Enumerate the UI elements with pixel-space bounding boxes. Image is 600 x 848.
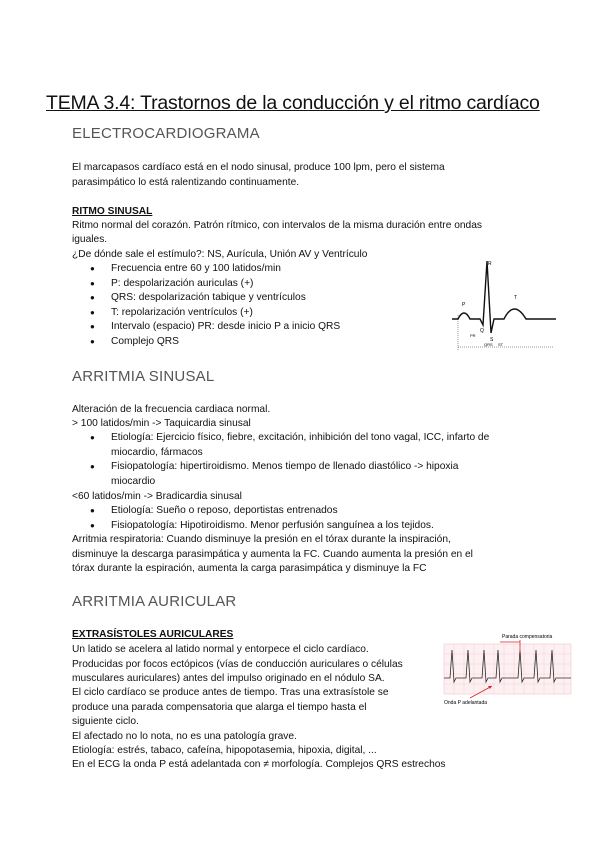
list-item: ● Fisiopatología: Hipotiroidismo. Menor perfusión sanguínea a los tejidos. xyxy=(90,519,434,534)
list-item: ● T: repolarización ventrículos (+) xyxy=(90,306,340,321)
list-item-continuation xyxy=(90,446,489,461)
bradicardia-bullet-list xyxy=(90,504,434,533)
ecg-strip-extrasistole-figure xyxy=(440,632,575,706)
section-heading-arritmia-auricular: ARRITMIA AURICULAR xyxy=(72,593,237,610)
taquicardia-bullet-list xyxy=(90,431,489,489)
list-item: ● Complejo QRS xyxy=(90,335,340,350)
auricular-line-6: siguiente ciclo. xyxy=(72,716,139,727)
list-item: ● Etiología: Ejercicio físico, fiebre, excitación, inhibición del tono vagal, ICC, infarto de xyxy=(90,431,489,446)
ecg-label-p: P xyxy=(462,302,466,308)
ecg-label-qrs: QRS xyxy=(484,342,493,347)
section-heading-arritmia-sinusal: ARRITMIA SINUSAL xyxy=(72,368,215,385)
subheading-ritmo-sinusal: RITMO SINUSAL xyxy=(72,206,153,217)
electro-intro-line-1: El marcapasos cardíaco está en el nodo sinusal, produce 100 lpm, pero el sistema xyxy=(72,162,445,173)
ecg-label-pr: PR xyxy=(470,333,476,338)
ecg-label-s: S xyxy=(490,337,494,343)
page-title: TEMA 3.4: Trastornos de la conducción y el ritmo cardíaco xyxy=(46,92,540,114)
respiratoria-line-2: disminuye la descarga parasimpática y aumenta la FC. Cuando aumenta la presión en el xyxy=(72,549,473,560)
ecg-label-q: Q xyxy=(480,328,484,334)
section-heading-electrocardiograma: ELECTROCARDIOGRAMA xyxy=(72,125,260,142)
auricular-line-4: El ciclo cardíaco se produce antes de tiempo. Tras una extrasístole se xyxy=(72,687,389,698)
sinusal-line-3: <60 latidos/min -> Bradicardia sinusal xyxy=(72,491,242,502)
auricular-line-1: Un latido se acelera al latido normal y entorpece el ciclo cardíaco. xyxy=(72,644,369,655)
list-item: ● Fisiopatología: hipertiroidismo. Menos tiempo de llenado diastólico -> hipoxia xyxy=(90,460,489,475)
sinusal-line-2: > 100 latidos/min -> Taquicardia sinusal xyxy=(72,418,251,429)
electro-intro-line-2: parasimpático lo está ralentizando continuamente. xyxy=(72,177,300,188)
list-item: ● P: despolarización auriculas (+) xyxy=(90,277,340,292)
ecg-label-r: R xyxy=(488,261,492,267)
list-item-continuation xyxy=(90,475,489,490)
sinusal-line-1: Alteración de la frecuencia cardiaca normal. xyxy=(72,404,271,415)
auricular-line-2: Producidas por focos ectópicos (vías de conducción auriculares o células xyxy=(72,659,403,670)
auricular-line-8: Etiología: estrés, tabaco, cafeína, hipopotasemia, hipoxia, digital, ... xyxy=(72,745,377,756)
respiratoria-line-1: Arritmia respiratoria: Cuando disminuye la presión en el tórax durante la inspiración, xyxy=(72,534,451,545)
list-item-text: miocardio xyxy=(111,475,156,487)
list-item: ● Frecuencia entre 60 y 100 latidos/min xyxy=(90,262,340,277)
ecg-waveform-diagram xyxy=(450,255,560,355)
list-item-text: miocardio, fármacos xyxy=(111,446,203,458)
ritmo-line-2: iguales. xyxy=(72,234,108,245)
auricular-line-7: El afectado no lo nota, no es una patología grave. xyxy=(72,731,297,742)
auricular-line-3: musculares auriculares) antes del impulso originado en el nódulo SA. xyxy=(72,673,385,684)
strip-label-parada: Parada compensatoria xyxy=(502,634,553,640)
ecg-label-t: T xyxy=(514,295,518,301)
ritmo-line-1: Ritmo normal del corazón. Patrón rítmico, con intervalos de la misma duración entre ondas xyxy=(72,220,482,231)
ritmo-line-3: ¿De dónde sale el estímulo?: NS, Aurícula, Unión AV y Ventrículo xyxy=(72,249,368,260)
list-item: ● Etiología: Sueño o reposo, deportistas entrenados xyxy=(90,504,434,519)
respiratoria-line-3: tórax durante la espiración, aumenta la carga parasimpática y disminuye la FC xyxy=(72,563,427,574)
auricular-line-5: produce una parada compensatoria que alarga el tiempo hasta el xyxy=(72,702,367,713)
list-item: ● Intervalo (espacio) PR: desde inicio P a inicio QRS xyxy=(90,320,340,335)
list-item: ● QRS: despolarización tabique y ventrículos xyxy=(90,291,340,306)
ecg-label-st: ST xyxy=(498,342,504,347)
strip-label-onda-p: Onda P adelantada xyxy=(444,700,488,706)
ritmo-bullet-list xyxy=(90,262,340,350)
subheading-extrasistoles: EXTRASÍSTOLES AURICULARES xyxy=(72,629,234,640)
auricular-line-9: En el ECG la onda P está adelantada con ≠ morfología. Complejos QRS estrechos xyxy=(72,759,446,770)
